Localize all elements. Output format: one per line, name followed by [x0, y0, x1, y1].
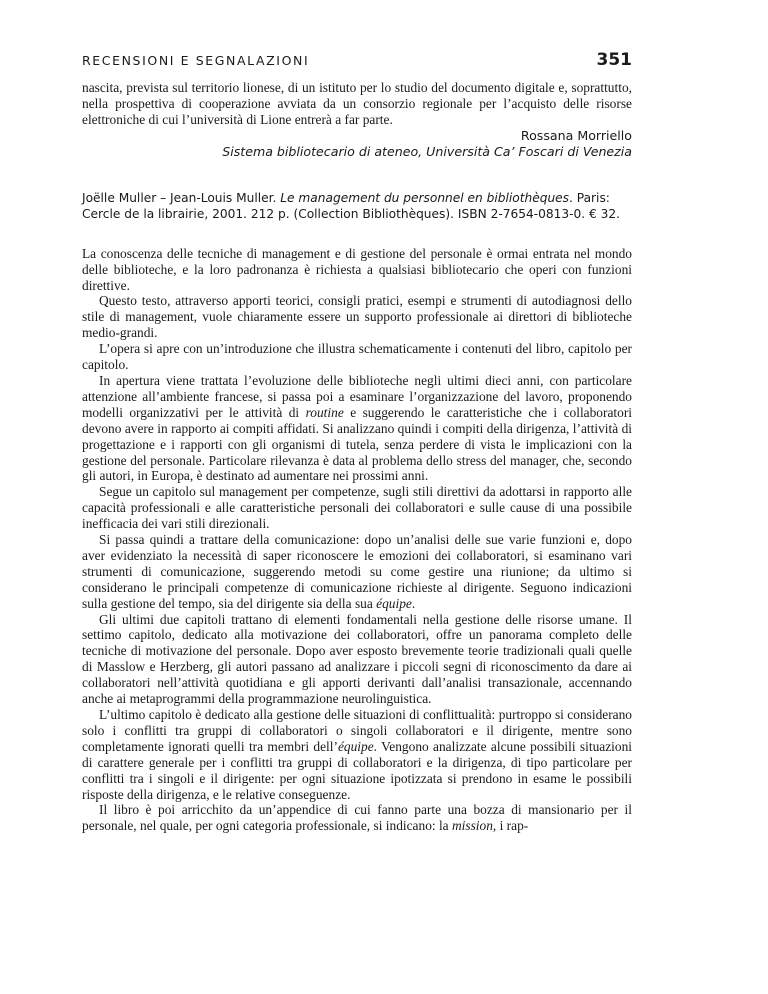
reviewer-affiliation: Sistema bibliotecario di ateneo, Università Ca’ Foscari di Venezia [222, 143, 632, 159]
emphasis: routine [305, 404, 344, 420]
review-paragraph-3: L’opera si apre con un’introduzione che illustra schematicamente i contenuti del libro, capitolo per capitolo. [82, 341, 632, 373]
previous-review-tail: nascita, prevista sul territorio lionese, di un istituto per lo studio del documento digitale e, soprattutto, nella prospettiva di cooperazione avviata da un consorzio regionale per l’acquisto delle risorse elettroniche di cui l’università di Lione entrerà a far parte. [82, 80, 632, 127]
book-authors: Joëlle Muller – Jean-Louis Muller. [82, 190, 281, 205]
book-details: . Paris: Cercle de la librairie, 2001. 212 p. (Collection Bibliothèques). ISBN 2-7654-0813-0. € 32. [82, 190, 621, 221]
running-head [82, 50, 632, 70]
emphasis: équipe [337, 738, 374, 754]
review-paragraph-1: La conoscenza delle tecniche di management e di gestione del personale è ormai entrata nel mondo delle biblioteche, e la loro padronanza è richiesta a qualsiasi bibliotecario che operi con funzioni direttive. [82, 245, 632, 293]
emphasis: équipe [376, 595, 412, 611]
reviewer-name: Rossana Morriello [520, 127, 632, 143]
book-title: Le management du personnel en bibliothèques [280, 190, 570, 205]
review-paragraph-7: Gli ultimi due capitoli trattano di elementi fondamentali nella gestione delle risorse umane. Il settimo capitolo, dedicato alla motivazione dei collaboratori, offre un panorama completo delle tecniche di motivazione del personale. Dopo aver esposto brevemente teorie tradizionali quali quelle di Masslow e Herzberg, gli autori passano ad analizzare i piccoli segni di riconoscimento da dare ai collaboratori nell’attività quotidiana e gli apporti derivanti dall’analisi transazionale, accennando anche ai metaprogrammi della programmazione neurolinguistica. [82, 611, 632, 707]
review-paragraph-8 [82, 707, 632, 802]
review-paragraph-9 [82, 802, 632, 834]
review-paragraph-6 [82, 532, 632, 612]
page [82, 50, 632, 834]
page-number: 351 [596, 50, 632, 70]
text-run: L’ultimo capitolo è dedicato alla gestione delle situazioni di conflittualità: purtroppo si considerano solo i conflitti tra gruppi di collaboratori o singoli collaboratori e il dirigente, mentre sono completamente ignorati quelli tra membri dell’ [82, 707, 632, 754]
text-run: . Vengono analizzate alcune possibili situazioni di carattere generale per i conflitti tra gruppi di collaboratori e la dirigenza, di tipo particolare per conflitti tra i singoli e il dirigente: per ogni situazione ipotizzata si prendono in esame le possibili risposte della dirigenza, e le relative conseguenze. [82, 738, 632, 802]
reviewer-signature [82, 128, 632, 160]
text-run: Si passa quindi a trattare della comunicazione: dopo un’analisi delle sue varie funzioni e, dopo aver evidenziato la necessità di saper riconoscere le emozioni dei collaboratori, si esaminano vari strumenti di comunicazione, suggerendo metodi su come gestire una riunione; da ultimo si considerano le principali competenze di comunicazione richieste al dirigente. Seguono indicazioni sulla gestione del tempo, sia del dirigente sia della sua [82, 532, 632, 611]
text-run: . [411, 595, 416, 611]
emphasis: mission [451, 818, 493, 834]
text-run: In apertura viene trattata l’evoluzione delle biblioteche negli ultimi dieci anni, con particolare attenzione all’ambiente francese, si passa poi a esaminare l’organizzazione del lavoro, proponendo modelli organizzativi per le attività di [82, 372, 632, 420]
review-paragraph-2: Questo testo, attraverso apporti teorici, consigli pratici, esempi e strumenti di autodiagnosi dello stile di management, vuole chiaramente essere un supporto professionale ai direttori di biblioteche medio-grandi. [82, 293, 632, 341]
text-run: e suggerendo le caratteristiche che i collaboratori devono avere in rapporto ai compiti affidati. Si analizzano quindi i compiti della dirigenza, l’attività di progettazione e i rapporti con gli organismi di tutela, senza perdere di vista le implicazioni con la gestione del personale. Particolare rilevanza è data al problema dello stress del manager, che, secondo gli autori, in Europa, è destinato ad aumentare nei prossimi anni. [82, 404, 632, 484]
text-run: Il libro è poi arricchito da un’appendice di cui fanno parte una bozza di mansionario per il personale, nel quale, per ogni categoria professionale, si indicano: la [82, 802, 632, 834]
bibliographic-entry [82, 190, 632, 222]
review-paragraph-5: Segue un capitolo sul management per competenze, sugli stili direttivi da adottarsi in rapporto alle capacità professionali e alle caratteristiche personali dei collaboratori e sulle cause di una possibile inefficacia dei vari stili direzionali. [82, 484, 632, 532]
section-title: RECENSIONI E SEGNALAZIONI [82, 53, 310, 68]
review-paragraph-4 [82, 373, 632, 484]
text-run: , i rap- [492, 818, 529, 834]
